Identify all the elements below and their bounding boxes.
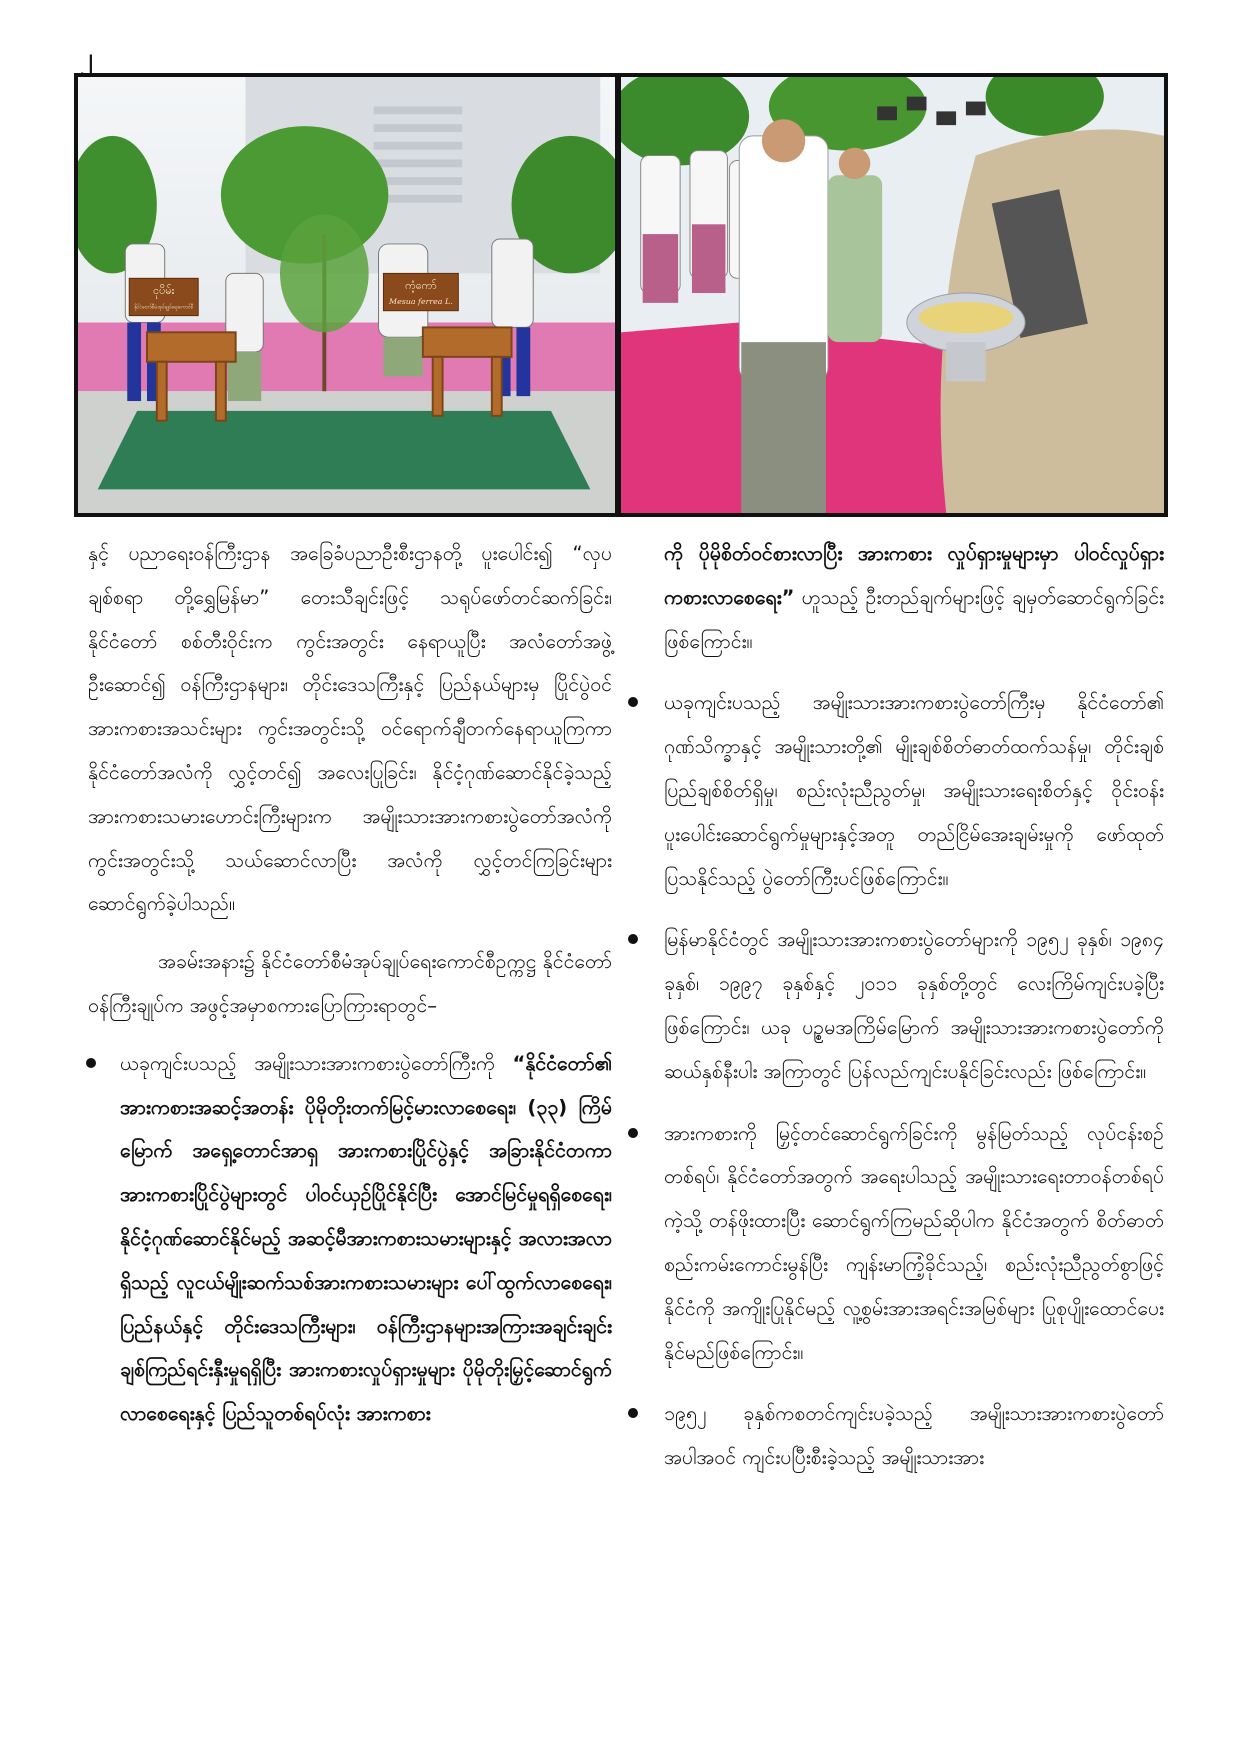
bullet-dot: [628, 1128, 638, 1138]
bullet-objectives-continued: [664, 532, 1164, 663]
bullet-objectives-quote-cont: ကို ပိုမိုစိတ်ဝင်စားလာပြီး အားကစား လှုပ်ရှားမှုများမှာ ပါဝင်လှုပ်ရှားကစားလာစေရေး”: [664, 542, 1164, 609]
bullet-national-spirit: [664, 681, 1164, 900]
bullet-objectives-end: ဟူသည့် ဦးတည်ချက်များဖြင့် ချမှတ်ဆောင်ရွက်ခြင်းဖြစ်ကြောင်း။: [664, 585, 1164, 653]
bullet-objectives-quote: “နိုင်ငံတော်၏ အားကစားအဆင့်အတန်း ပိုမိုတိုးတက်မြင့်မားလာစေရေး၊ (၃၃) ကြိမ်မြောက် အရှေ့တောင်အာရှ အားကစားပြိုင်ပွဲနှင့် အခြားနိုင်ငံတကာအားကစားပြိုင်ပွဲများတွင် ပါဝင်ယှဉ်ပြိုင်နိုင်ပြီး အောင်မြင်မှုရရှိစေရေး၊ နိုင်ငံ့ဂုဏ်ဆောင်နိုင်မည့် အဆင့်မီအားကစားသမားများနှင့် အလားအလာရှိသည့် လူငယ်မျိုးဆက်သစ်အားကစားသမားများ ပေါ်ထွက်လာစေရေး၊ ပြည်နယ်နှင့် တိုင်းဒေသကြီးများ၊ ဝန်ကြီးဌာနများအကြားအချင်းချင်း ချစ်ကြည်ရင်းနှီးမှုရရှိပြီး အားကစားလှုပ်ရှားမှုများ ပိုမိုတိုးမြှင့်ဆောင်ရွက်လာစေရေးနှင့် ပြည်သူတစ်ရပ်လုံး အားကစား: [120, 1051, 613, 1426]
left-sign-subtitle: နိုင်ငံတော်စီမံအုပ်ချုပ်ရေးကောင်စီ: [134, 304, 194, 311]
speech-intro-paragraph: အခမ်းအနား၌ နိုင်ငံတော်စီမံအုပ်ချုပ်ရေးကောင်စီဥက္ကဋ္ဌ နိုင်ငံတော်ဝန်ကြီးချုပ်က အဖွင့်အမှာစကားပြောကြားရာတွင်–: [88, 950, 612, 1017]
right-sign-title: ကံ့ကော်: [405, 279, 437, 293]
tree-planting-photo: [74, 73, 619, 517]
bullet-human-resources-text: အားကစားကို မြှင့်တင်ဆောင်ရွက်ခြင်းကို မွန်မြတ်သည့် လုပ်ငန်းစဉ်တစ်ရပ်၊ နိုင်ငံတော်အတွက် အရေးပါသည့် အမျိုးသားရေးတာဝန်တစ်ရပ်ကဲ့သို့ တန်ဖိုးထားပြီး ဆောင်ရွက်ကြမည်ဆိုပါက နိုင်ငံအတွက် စိတ်ဓာတ်စည်းကမ်းကောင်းမွန်ပြီး ကျန်းမာကြံ့ခိုင်သည့်၊ စည်းလုံးညီညွတ်စွာဖြင့် နိုင်ငံကို အကျိုးပြုနိုင်မည့် လူ့စွမ်းအားအရင်းအမြစ်များ ပြုစုပျိုးထောင်ပေးနိုင်မည်ဖြစ်ကြောင်း။: [664, 1121, 1164, 1364]
intro-paragraph: နှင့် ပညာရေးဝန်ကြီးဌာန အခြေခံပညာဦးစီးဌာနတို့ ပူးပေါင်း၍ “လှပချစ်စရာ တို့ရွှေမြန်မာ” တေးသီချင်းဖြင့် သရုပ်ဖော်တင်ဆက်ခြင်း၊ နိုင်ငံတော် စစ်တီးဝိုင်းက ကွင်းအတွင်း နေရာယူပြီး အလံတော်အဖွဲ့ဦးဆောင်၍ ဝန်ကြီးဌာနများ၊ တိုင်းဒေသကြီးနှင့် ပြည်နယ်များမှ ပြိုင်ပွဲဝင်အားကစားအသင်းများ ကွင်းအတွင်းသို့ ဝင်ရောက်ချီတက်နေရာယူကြကာ နိုင်ငံတော်အလံကို လွှင့်တင်၍ အလေးပြုခြင်း၊ နိုင်ငံ့ဂုဏ်ဆောင်နိုင်ခဲ့သည့် အားကစားသမားဟောင်းကြီးများက အမျိုးသားအားကစားပွဲတော်အလံကို ကွင်းအတွင်းသို့ သယ်ဆောင်လာပြီး အလံကို လွှင့်တင်ကြခြင်းများ ဆောင်ရွက်ခဲ့ပါသည်။: [88, 542, 612, 916]
bullet-history-text: မြန်မာနိုင်ငံတွင် အမျိုးသားအားကစားပွဲတော်များကို ၁၉၅၂ ခုနှစ်၊ ၁၉၈၄ ခုနှစ်၊ ၁၉၉၇ ခုနှစ်နှင့် ၂၀၁၁ ခုနှစ်တို့တွင် လေးကြိမ်ကျင်းပခဲ့ပြီးဖြစ်ကြောင်း၊ ယခု ပဉ္စမအကြိမ်မြောက် အမျိုးသားအားကစားပွဲတော်ကို ဆယ်နှစ်နီးပါး အကြာတွင် ပြန်လည်ကျင်းပနိုင်ခြင်းလည်း ဖြစ်ကြောင်း။: [664, 928, 1164, 1083]
bullet-dot: [86, 1058, 96, 1068]
left-sign-title: ငုပိမ်း: [153, 284, 175, 298]
stone-unveiling-photo: [617, 73, 1168, 517]
bullet-objectives: [120, 1042, 612, 1436]
bullet-dot: [628, 697, 638, 707]
bullet-dot: [628, 934, 638, 944]
bullet-objectives-intro: ယခုကျင်းပသည့် အမျိုးသားအားကစားပွဲတော်ကြီးကို: [120, 1051, 495, 1075]
right-text-column: [664, 532, 1164, 1498]
bullet-national-spirit-text: ယခုကျင်းပသည့် အမျိုးသားအားကစားပွဲတော်ကြီးမှ နိုင်ငံတော်၏ ဂုဏ်သိက္ခာနှင့် အမျိုးသားတို့၏ မျိုးချစ်စိတ်ဓာတ်ထက်သန်မှု၊ တိုင်းချစ်ပြည်ချစ်စိတ်ရှိမှု၊ စည်းလုံးညီညွတ်မှု၊ အမျိုးသားရေးစိတ်နှင့် ဝိုင်းဝန်းပူးပေါင်းဆောင်ရွက်မှုများနှင့်အတူ တည်ငြိမ်အေးချမ်းမှုကို ဖော်ထုတ်ပြသနိုင်သည့် ပွဲတော်ကြီးပင်ဖြစ်ကြောင်း။: [664, 691, 1164, 890]
left-text-column: [88, 532, 612, 1454]
bullet-human-resources: [664, 1112, 1164, 1375]
bullet-dot: [628, 1408, 638, 1418]
bullet-past-festivals: [664, 1392, 1164, 1480]
right-sign-subtitle: Mesua ferrea L.: [389, 296, 453, 306]
bullet-history: [664, 918, 1164, 1093]
page-number: ၂: [80, 43, 93, 73]
bullet-past-festivals-text: ၁၉၅၂ ခုနှစ်ကစတင်ကျင်းပခဲ့သည့် အမျိုးသားအားကစားပွဲတော်အပါအဝင် ကျင်းပပြီးစီးခဲ့သည့် အမျိုးသားအား: [664, 1402, 1164, 1470]
